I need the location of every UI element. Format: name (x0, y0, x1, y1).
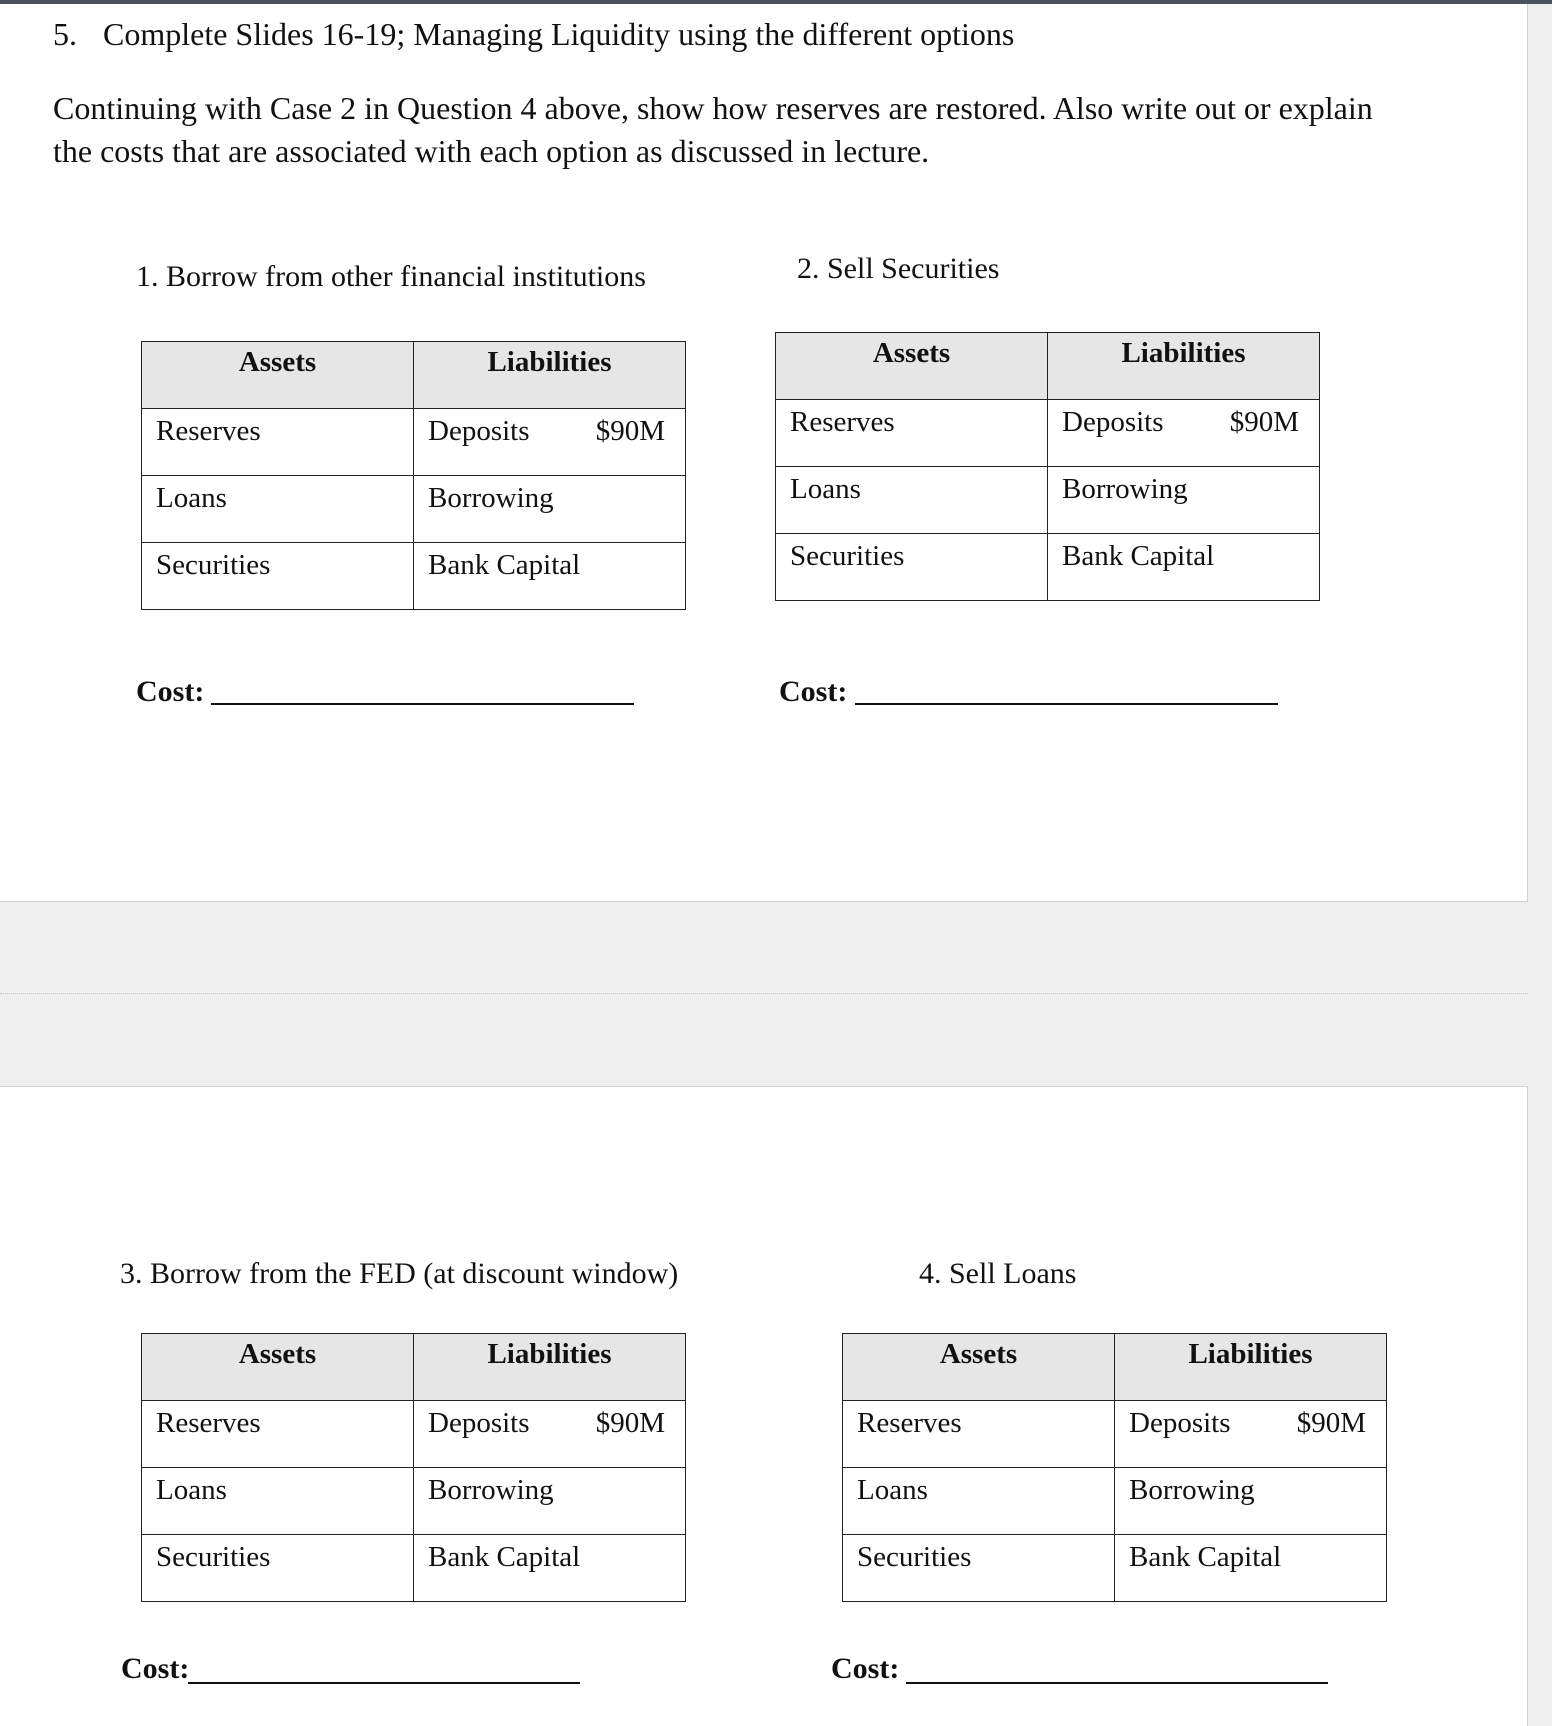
liability-label: Deposits (1129, 1407, 1231, 1439)
option-1-t-account (141, 341, 686, 610)
option-2-cost-label: Cost: (779, 675, 848, 708)
liability-cell (1048, 400, 1320, 467)
question-title: Complete Slides 16-19; Managing Liquidity using the different options (103, 16, 1015, 52)
liability-label: Bank Capital (1062, 540, 1215, 572)
option-3-cost-label: Cost: (121, 1652, 190, 1685)
t-account-row (142, 476, 686, 543)
t-account-row (142, 1401, 686, 1468)
t-account-header-row (142, 342, 686, 409)
option-3-title: 3. Borrow from the FED (at discount window) (120, 1257, 679, 1290)
asset-cell: Loans (843, 1468, 1115, 1535)
option-4-cost-answer-line[interactable] (906, 1682, 1328, 1684)
option-2-title: 2. Sell Securities (797, 252, 1000, 285)
option-4-title: 4. Sell Loans (919, 1257, 1077, 1290)
liability-cell (1115, 1468, 1387, 1535)
liability-cell (1048, 534, 1320, 601)
asset-cell: Securities (843, 1535, 1115, 1602)
liability-label: Borrowing (1129, 1474, 1255, 1506)
t-account-row (776, 534, 1320, 601)
option-1-cost-label: Cost: (136, 675, 205, 708)
option-3-cost-answer-line[interactable] (188, 1682, 580, 1684)
asset-cell: Loans (142, 476, 414, 543)
liability-cell (414, 1535, 686, 1602)
asset-cell: Securities (142, 543, 414, 610)
liability-label: Borrowing (1062, 473, 1188, 505)
liability-cell (1115, 1535, 1387, 1602)
t-account-header-row (142, 1334, 686, 1401)
option-2-cost-answer-line[interactable] (855, 703, 1278, 705)
option-4-cost-label: Cost: (831, 1652, 900, 1685)
asset-cell: Reserves (142, 409, 414, 476)
assets-header: Assets (142, 342, 414, 409)
option-1-title: 1. Borrow from other financial institutions (136, 260, 646, 293)
liability-cell (414, 543, 686, 610)
liability-label: Bank Capital (1129, 1541, 1282, 1573)
t-account-row (142, 409, 686, 476)
liability-cell (414, 476, 686, 543)
t-account-row (843, 1401, 1387, 1468)
option-3-t-account (141, 1333, 686, 1602)
assets-header: Assets (776, 333, 1048, 400)
asset-cell: Securities (142, 1535, 414, 1602)
liability-cell (414, 1401, 686, 1468)
liability-label: Bank Capital (428, 1541, 581, 1573)
liability-amount: $90M (1229, 406, 1299, 438)
option-1-cost-answer-line[interactable] (211, 703, 634, 705)
liability-cell (1115, 1401, 1387, 1468)
liabilities-header: Liabilities (414, 1334, 686, 1401)
liability-label: Borrowing (428, 1474, 554, 1506)
option-2-t-account (775, 332, 1320, 601)
page-separator (0, 993, 1528, 994)
t-account-row (142, 543, 686, 610)
asset-cell: Reserves (776, 400, 1048, 467)
question-number: 5. (53, 16, 77, 52)
liability-amount: $90M (595, 1407, 665, 1439)
asset-cell: Securities (776, 534, 1048, 601)
asset-cell: Reserves (843, 1401, 1115, 1468)
asset-cell: Reserves (142, 1401, 414, 1468)
t-account-row (776, 400, 1320, 467)
t-account-row (142, 1468, 686, 1535)
liability-label: Deposits (428, 1407, 530, 1439)
liability-cell (414, 409, 686, 476)
asset-cell: Loans (142, 1468, 414, 1535)
liability-label: Deposits (1062, 406, 1164, 438)
t-account-row (843, 1468, 1387, 1535)
t-account-row (843, 1535, 1387, 1602)
liabilities-header: Liabilities (414, 342, 686, 409)
assets-header: Assets (142, 1334, 414, 1401)
liability-amount: $90M (595, 415, 665, 447)
liability-label: Bank Capital (428, 549, 581, 581)
t-account-header-row (843, 1334, 1387, 1401)
liability-label: Deposits (428, 415, 530, 447)
question-body: Continuing with Case 2 in Question 4 above, show how reserves are restored. Also write out or explain the costs that are associated with each option as discussed in lecture. (53, 90, 1373, 169)
liability-amount: $90M (1296, 1407, 1366, 1439)
liability-cell (1048, 467, 1320, 534)
liability-label: Borrowing (428, 482, 554, 514)
liabilities-header: Liabilities (1115, 1334, 1387, 1401)
asset-cell: Loans (776, 467, 1048, 534)
t-account-header-row (776, 333, 1320, 400)
t-account-row (776, 467, 1320, 534)
option-4-t-account (842, 1333, 1387, 1602)
liability-cell (414, 1468, 686, 1535)
assets-header: Assets (843, 1334, 1115, 1401)
liabilities-header: Liabilities (1048, 333, 1320, 400)
t-account-row (142, 1535, 686, 1602)
